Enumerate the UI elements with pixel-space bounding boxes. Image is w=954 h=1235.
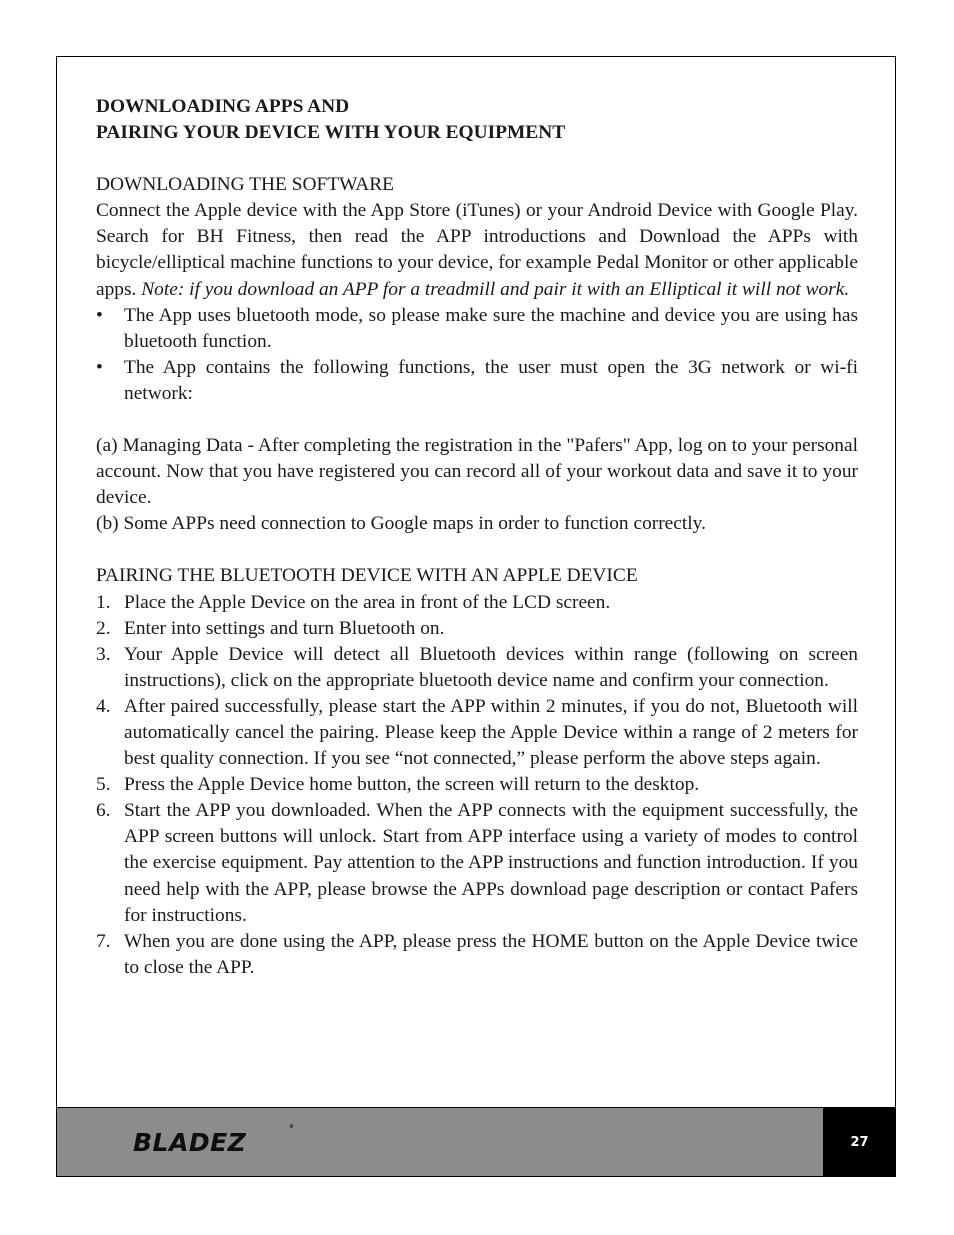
step-text: Press the Apple Device home button, the screen will return to the desktop. — [124, 774, 700, 796]
list-item — [96, 616, 858, 642]
bullet-icon: • — [96, 304, 103, 326]
page-number-box — [823, 1107, 896, 1177]
download-note: Note: if you download an APP for a treadmill and pair it with an Elliptical it will not work. — [141, 278, 850, 300]
spacer — [96, 537, 858, 563]
list-item — [96, 590, 858, 616]
list-item — [96, 772, 858, 798]
list-item — [96, 642, 858, 694]
step-number: 3. — [96, 643, 111, 665]
bullet-icon: • — [96, 356, 103, 378]
step-number: 1. — [96, 591, 111, 613]
step-text: After paired successfully, please start the APP within 2 minutes, if you do not, Bluetooth will automatically cancel the pairing. Please keep the Apple Device within a range of 2 meters for best quality connection. If you see “not connected,” please perform the above steps again. — [124, 695, 858, 770]
page-footer — [56, 1107, 896, 1177]
step-number: 4. — [96, 695, 111, 717]
trademark-mark: ® — [289, 1124, 295, 1130]
paragraph-b: (b) Some APPs need connection to Google maps in order to function correctly. — [96, 513, 706, 535]
step-text: Place the Apple Device on the area in front of the LCD screen. — [124, 591, 611, 613]
pairing-section-title: PAIRING THE BLUETOOTH DEVICE WITH AN APPLE DEVICE — [96, 565, 638, 587]
step-text: When you are done using the APP, please press the HOME button on the Apple Device twice to close the APP. — [124, 930, 858, 978]
main-content — [96, 94, 858, 981]
paragraph-a: (a) Managing Data - After completing the registration in the "Pafers" App, log on to your personal account. Now that you have registered you can record all of your workout data and save it to your device. — [96, 435, 858, 509]
step-text: Start the APP you downloaded. When the APP connects with the equipment successfully, the APP screen buttons will unlock. Start from APP interface using a variety of modes to control the exercise equipment. Pay attention to the APP instructions and function introduction. If you need help with the APP, please browse the APPs download page description or contact Pafers for instructions. — [124, 800, 858, 926]
list-item — [96, 355, 858, 407]
spacer — [96, 146, 858, 172]
bladez-logo — [133, 1124, 295, 1157]
list-item — [96, 798, 858, 928]
step-number: 6. — [96, 800, 111, 822]
download-body: Connect the Apple device with the App Store (iTunes) or your Android Device with Google Play. Search for BH Fitness, then read the APP introductions and Download the APPs with bicycle/elliptical machine functions to your device, for example Pedal Monitor or other applicable apps. — [96, 200, 858, 300]
bullet-text: The App contains the following functions, the user must open the 3G network or wi-fi network: — [124, 356, 858, 404]
logo-text: BLADEZ — [133, 1128, 247, 1157]
download-section-title: DOWNLOADING THE SOFTWARE — [96, 174, 395, 196]
pairing-steps-list — [96, 590, 858, 981]
step-number: 5. — [96, 774, 111, 796]
list-item — [96, 929, 858, 981]
page-number: 27 — [850, 1134, 869, 1150]
heading-line-2: PAIRING YOUR DEVICE WITH YOUR EQUIPMENT — [96, 122, 566, 144]
step-text: Enter into settings and turn Bluetooth on. — [124, 617, 445, 639]
requirements-list — [96, 303, 858, 407]
step-text: Your Apple Device will detect all Bluetooth devices within range (following on screen instructions), click on the appropriate bluetooth device name and confirm your connection. — [124, 643, 858, 691]
list-item — [96, 303, 858, 355]
spacer — [96, 407, 858, 433]
bullet-text: The App uses bluetooth mode, so please make sure the machine and device you are using has bluetooth function. — [124, 304, 858, 352]
step-number: 2. — [96, 617, 111, 639]
heading-line-1: DOWNLOADING APPS AND — [96, 96, 350, 117]
download-paragraph — [96, 198, 858, 302]
step-number: 7. — [96, 930, 111, 952]
page-heading — [96, 94, 858, 146]
list-item — [96, 694, 858, 772]
